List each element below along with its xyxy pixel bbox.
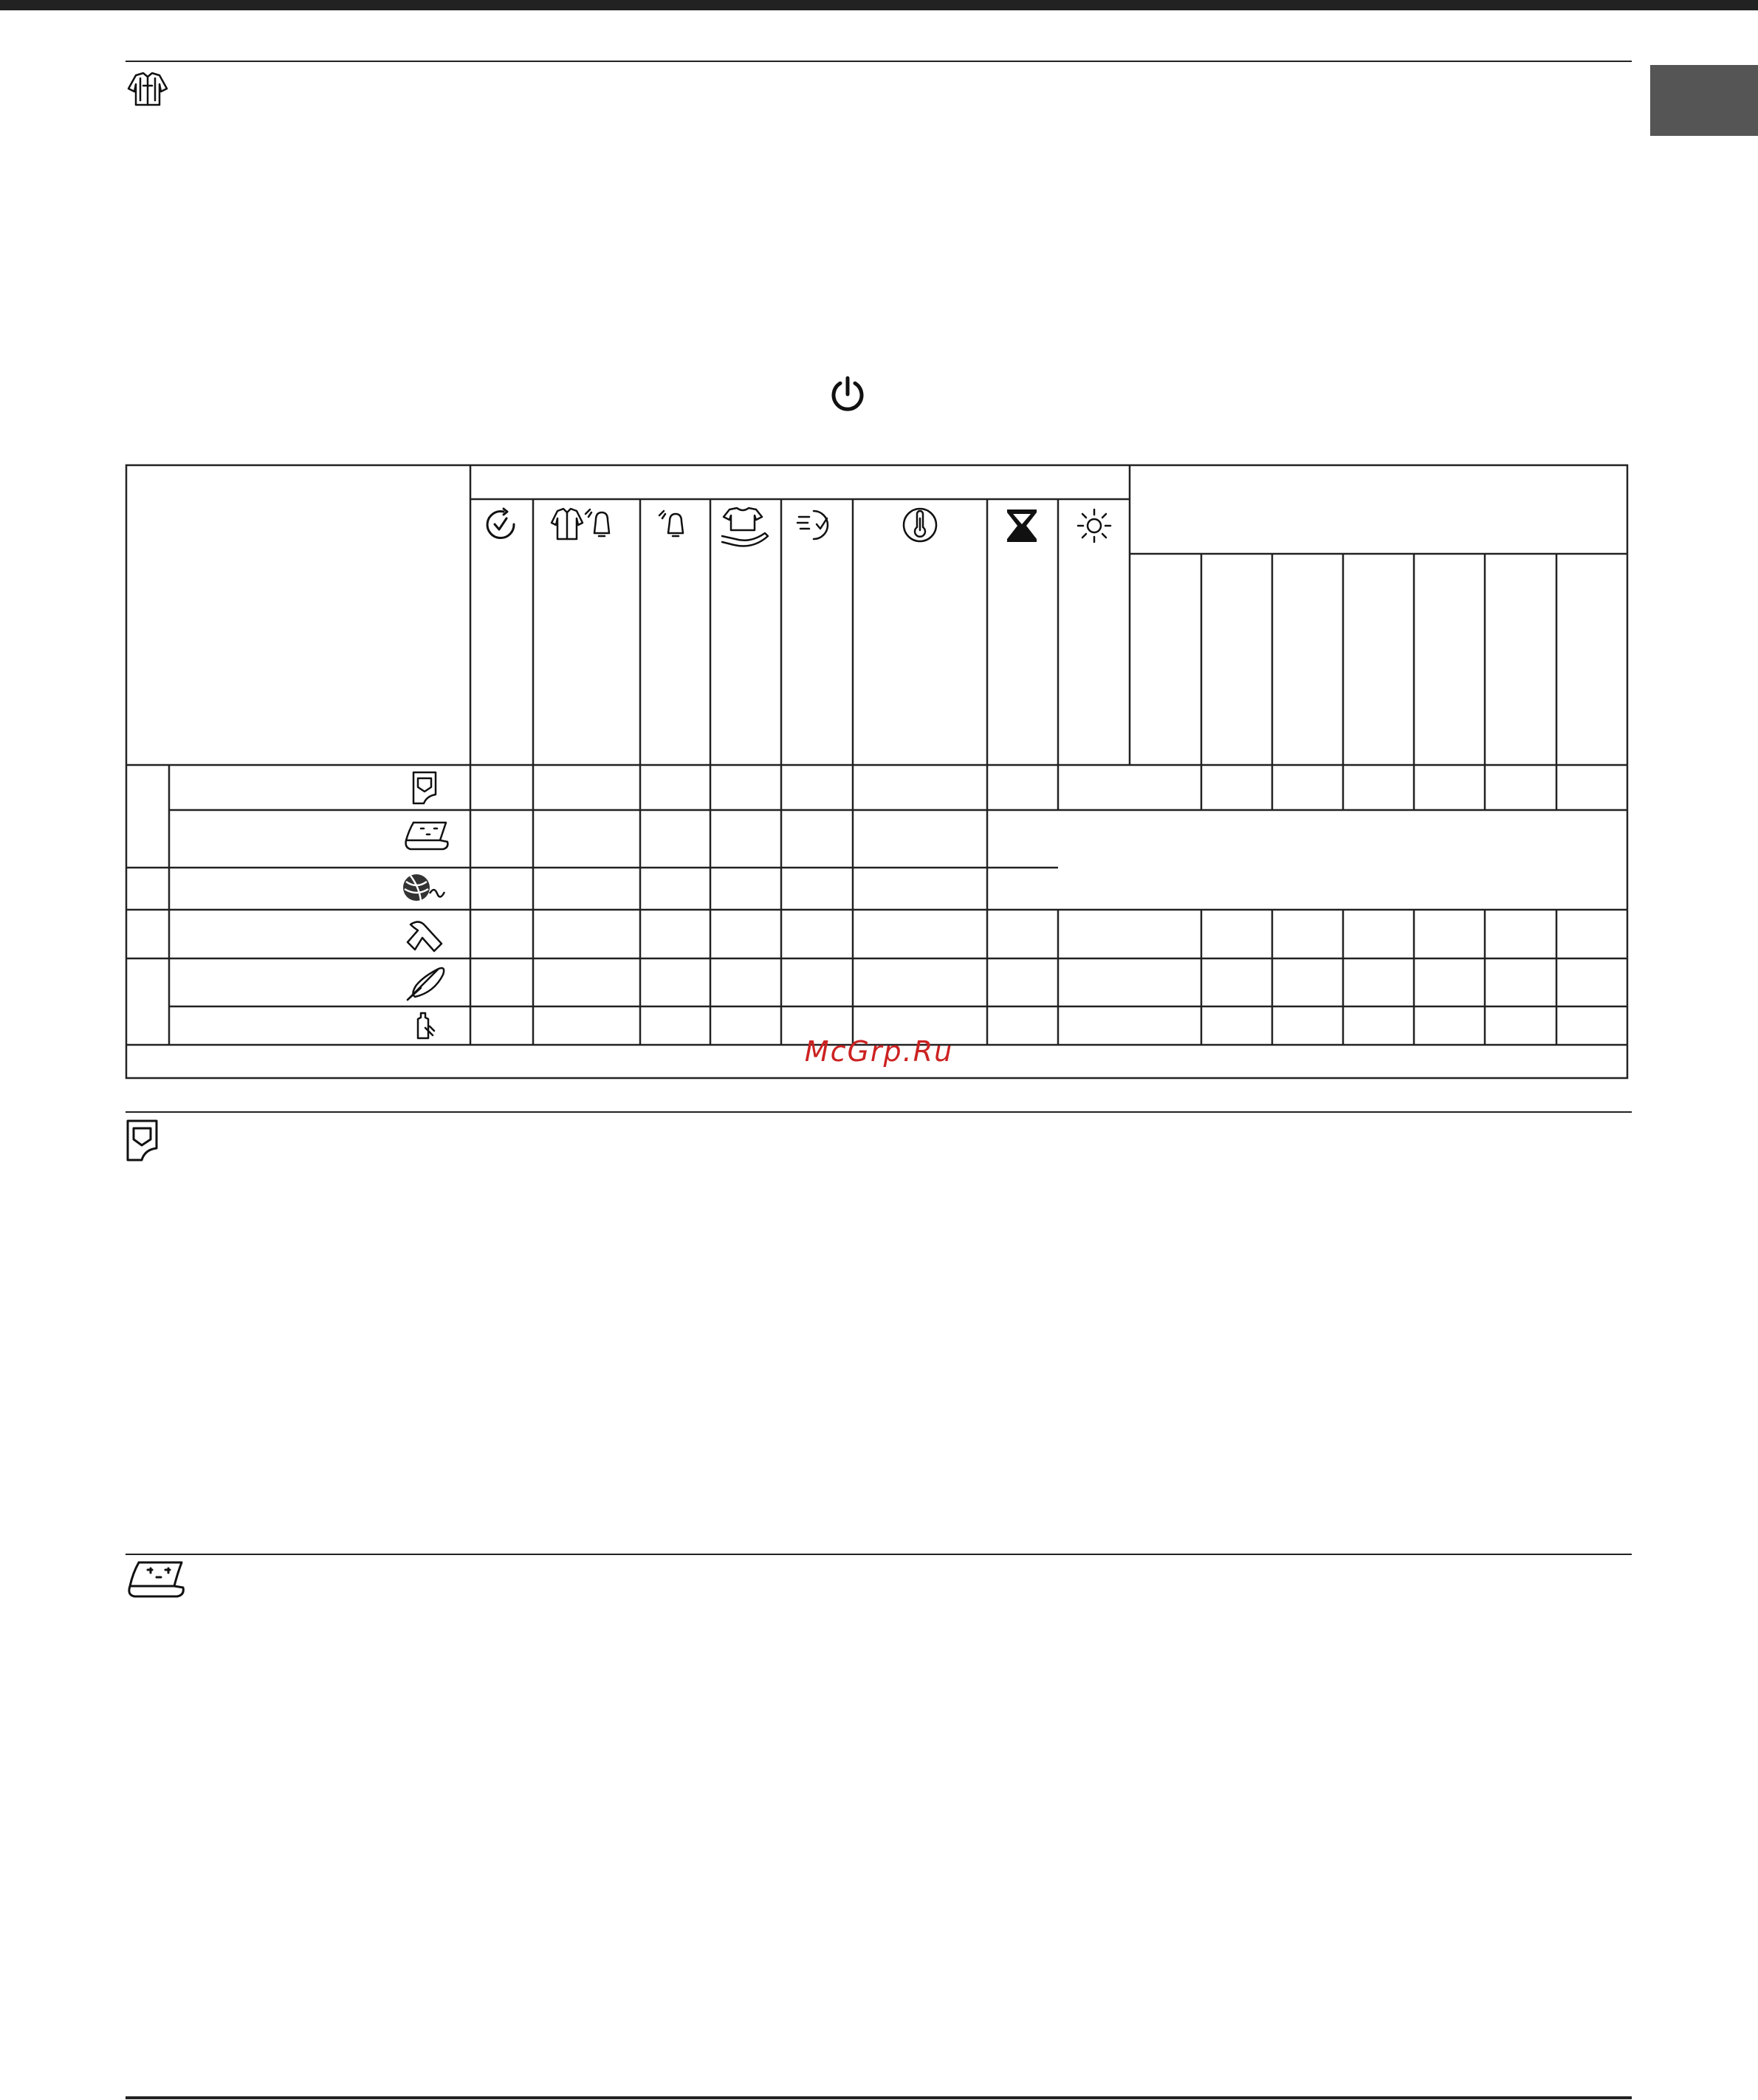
divider-section-1 — [126, 1111, 1632, 1113]
timer-check-icon — [487, 509, 514, 538]
denim-pocket-icon — [126, 1119, 159, 1161]
divider-bottom — [126, 2096, 1632, 2099]
hourglass-icon — [1007, 509, 1037, 542]
baby-bottle-icon — [418, 1013, 434, 1038]
feather-icon — [408, 968, 444, 1000]
fast-clock-icon — [797, 511, 828, 539]
table-grid — [126, 465, 1627, 1078]
sun-icon — [1078, 509, 1110, 542]
divider-section-2 — [126, 1554, 1632, 1555]
blanket-icon — [126, 1559, 185, 1598]
shirt-bell-icon — [552, 509, 609, 539]
denim-pocket-icon — [413, 772, 436, 803]
wool-yarn-icon — [403, 874, 444, 901]
blanket-icon — [406, 823, 448, 849]
thermometer-icon — [904, 509, 936, 541]
silk-scarf-icon — [408, 922, 442, 951]
bell-icon — [659, 511, 683, 536]
hand-tshirt-icon — [722, 508, 768, 546]
watermark: McGrp.Ru — [804, 1035, 954, 1068]
